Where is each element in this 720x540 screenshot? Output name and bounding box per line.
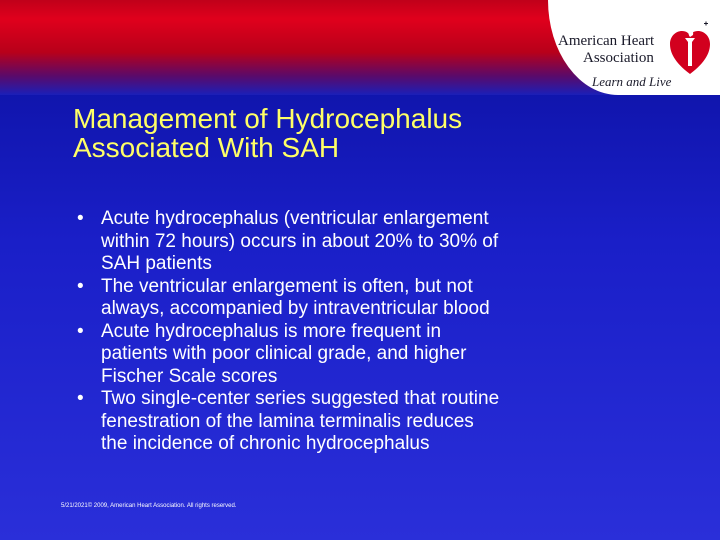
bullet-text-line: Two single-center series suggested that routine xyxy=(101,388,500,409)
bullet-item xyxy=(73,321,663,389)
bullet-text-line: fenestration of the lamina terminalis reduces xyxy=(101,410,474,432)
bullet-text-line: Fischer Scale scores xyxy=(101,365,278,387)
bullet-text-line: Acute hydrocephalus is more frequent in xyxy=(101,320,442,342)
heart-torch-icon xyxy=(668,18,712,78)
bullet-text-line: the incidence of chronic hydrocephalus xyxy=(101,433,430,454)
slide-title-line: Management of Hydrocephalus xyxy=(73,103,463,134)
copyright-footer: 5/21/2021© 2009, American Heart Association. All rights reserved. xyxy=(61,503,237,509)
bullet-list xyxy=(73,208,663,456)
bullet-text-line: always, accompanied by intraventricular blood xyxy=(101,298,490,319)
logo-tagline: Learn and Live xyxy=(592,74,672,89)
bullet-item xyxy=(73,208,663,276)
slide-title-line: Associated With SAH xyxy=(73,132,340,163)
bullet-text-line: SAH patients xyxy=(101,253,212,274)
logo-org-name-line1: American Heart xyxy=(558,33,655,49)
bullet-marker: • xyxy=(77,208,84,229)
slide-title xyxy=(73,104,673,162)
bullet-marker: • xyxy=(77,275,84,297)
bullet-item xyxy=(73,276,663,321)
bullet-text-line: Acute hydrocephalus (ventricular enlargement xyxy=(101,208,489,229)
bullet-marker: • xyxy=(77,320,84,342)
bullet-marker: • xyxy=(77,388,84,409)
logo-org-name-line2: Association xyxy=(583,50,654,66)
bullet-text-line: patients with poor clinical grade, and higher xyxy=(101,343,467,364)
bullet-text-line: The ventricular enlargement is often, but not xyxy=(101,275,473,297)
bullet-item xyxy=(73,388,663,456)
bullet-text-line: within 72 hours) occurs in about 20% to 30% of xyxy=(101,230,499,252)
